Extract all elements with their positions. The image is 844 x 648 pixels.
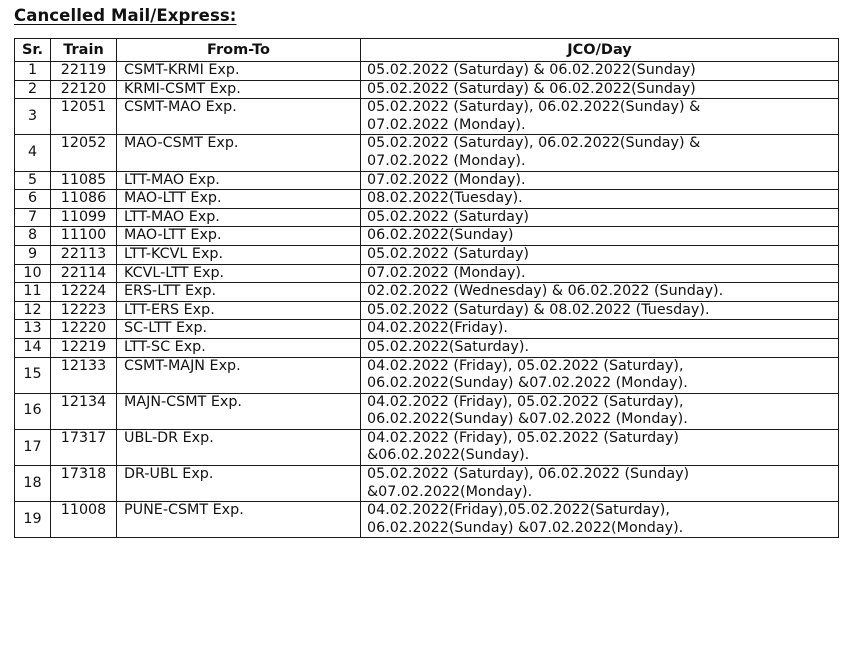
cell-jco-day: [361, 135, 839, 171]
cell-sr: 4: [15, 135, 51, 171]
cancelled-trains-table: [14, 38, 839, 538]
cell-from-to: UBL-DR Exp.: [117, 429, 361, 465]
cell-from-to: MAO-LTT Exp.: [117, 190, 361, 209]
cell-jco-day: [361, 208, 839, 227]
cell-sr: 8: [15, 227, 51, 246]
cell-train-number: 22120: [51, 80, 117, 99]
jco-day-line: 05.02.2022 (Saturday), 06.02.2022(Sunday) &: [367, 135, 701, 152]
cell-from-to: MAO-CSMT Exp.: [117, 135, 361, 171]
table-row: [15, 466, 839, 502]
cell-sr: 7: [15, 208, 51, 227]
table-row: [15, 227, 839, 246]
table-row: [15, 135, 839, 171]
cell-sr: 10: [15, 264, 51, 283]
cell-train-number: 11099: [51, 208, 117, 227]
cell-jco-day: [361, 80, 839, 99]
jco-day-line: 05.02.2022(Saturday).: [367, 338, 529, 355]
table-row: [15, 245, 839, 264]
header-from-to: From-To: [117, 39, 361, 62]
jco-day-line: 06.02.2022(Sunday) &07.02.2022 (Monday).: [367, 411, 688, 428]
cell-train-number: 11086: [51, 190, 117, 209]
cell-jco-day: [361, 171, 839, 190]
jco-day-line: 05.02.2022 (Saturday), 06.02.2022 (Sunday): [367, 466, 690, 483]
jco-day-line: &07.02.2022(Monday).: [367, 483, 533, 500]
cell-from-to: PUNE-CSMT Exp.: [117, 502, 361, 538]
cell-from-to: CSMT-KRMI Exp.: [117, 62, 361, 81]
cell-from-to: LTT-SC Exp.: [117, 338, 361, 357]
cell-jco-day: [361, 466, 839, 502]
table-row: [15, 338, 839, 357]
cell-jco-day: [361, 393, 839, 429]
cell-from-to: KCVL-LTT Exp.: [117, 264, 361, 283]
header-sr: Sr.: [15, 39, 51, 62]
jco-day-line: 04.02.2022(Friday),05.02.2022(Saturday),: [367, 502, 670, 519]
jco-day-line: 08.02.2022(Tuesday).: [367, 190, 523, 207]
cell-jco-day: [361, 245, 839, 264]
cell-train-number: 22119: [51, 62, 117, 81]
cell-train-number: 22114: [51, 264, 117, 283]
cell-sr: 17: [15, 429, 51, 465]
cell-from-to: LTT-MAO Exp.: [117, 171, 361, 190]
jco-day-line: 05.02.2022 (Saturday) & 06.02.2022(Sunday): [367, 62, 696, 78]
jco-day-line: 07.02.2022 (Monday).: [367, 116, 526, 133]
cell-from-to: CSMT-MAJN Exp.: [117, 357, 361, 393]
table-row: [15, 320, 839, 339]
jco-day-line: 05.02.2022 (Saturday) & 08.02.2022 (Tuesday).: [367, 301, 710, 318]
cell-jco-day: [361, 320, 839, 339]
cell-train-number: 12134: [51, 393, 117, 429]
jco-day-line: 05.02.2022 (Saturday): [367, 208, 529, 225]
cell-jco-day: [361, 502, 839, 538]
cell-sr: 5: [15, 171, 51, 190]
cell-jco-day: [361, 264, 839, 283]
jco-day-line: 05.02.2022 (Saturday) & 06.02.2022(Sunday): [367, 80, 696, 97]
header-train: Train: [51, 39, 117, 62]
jco-day-line: 04.02.2022(Friday).: [367, 320, 508, 337]
cell-train-number: 12220: [51, 320, 117, 339]
cell-from-to: ERS-LTT Exp.: [117, 283, 361, 302]
cell-train-number: 11008: [51, 502, 117, 538]
cell-train-number: 12133: [51, 357, 117, 393]
table-header-row: [15, 39, 839, 62]
table-row: [15, 393, 839, 429]
cell-from-to: MAJN-CSMT Exp.: [117, 393, 361, 429]
cell-sr: 12: [15, 301, 51, 320]
cell-train-number: 17318: [51, 466, 117, 502]
jco-day-line: 06.02.2022(Sunday): [367, 227, 514, 244]
cell-train-number: 17317: [51, 429, 117, 465]
cell-sr: 6: [15, 190, 51, 209]
cell-from-to: MAO-LTT Exp.: [117, 227, 361, 246]
cell-sr: 1: [15, 62, 51, 81]
cell-jco-day: [361, 429, 839, 465]
table-row: [15, 429, 839, 465]
cell-from-to: DR-UBL Exp.: [117, 466, 361, 502]
table-row: [15, 62, 839, 81]
jco-day-line: 07.02.2022 (Monday).: [367, 171, 526, 188]
cell-sr: 14: [15, 338, 51, 357]
cell-train-number: 11085: [51, 171, 117, 190]
cell-jco-day: [361, 227, 839, 246]
cell-from-to: KRMI-CSMT Exp.: [117, 80, 361, 99]
page-title: Cancelled Mail/Express:: [14, 6, 237, 25]
jco-day-line: 06.02.2022(Sunday) &07.02.2022 (Monday).: [367, 375, 688, 392]
cell-sr: 13: [15, 320, 51, 339]
table-body: [15, 62, 839, 538]
table-row: [15, 99, 839, 135]
jco-day-line: 05.02.2022 (Saturday), 06.02.2022(Sunday) &: [367, 99, 701, 116]
cell-sr: 15: [15, 357, 51, 393]
cell-jco-day: [361, 190, 839, 209]
table-row: [15, 502, 839, 538]
cell-train-number: 12051: [51, 99, 117, 135]
cell-train-number: 12223: [51, 301, 117, 320]
cell-train-number: 12052: [51, 135, 117, 171]
cell-sr: 19: [15, 502, 51, 538]
jco-day-line: 06.02.2022(Sunday) &07.02.2022(Monday).: [367, 519, 684, 536]
jco-day-line: 07.02.2022 (Monday).: [367, 152, 526, 169]
jco-day-line: &06.02.2022(Sunday).: [367, 447, 530, 464]
jco-day-line: 05.02.2022 (Saturday): [367, 245, 529, 262]
table-row: [15, 208, 839, 227]
cell-from-to: LTT-KCVL Exp.: [117, 245, 361, 264]
cell-train-number: 12219: [51, 338, 117, 357]
cell-sr: 3: [15, 99, 51, 135]
header-jco-day: JCO/Day: [361, 39, 839, 62]
jco-day-line: 04.02.2022 (Friday), 05.02.2022 (Saturday),: [367, 393, 684, 410]
cell-train-number: 22113: [51, 245, 117, 264]
jco-day-line: 04.02.2022 (Friday), 05.02.2022 (Saturday): [367, 429, 679, 446]
cell-sr: 2: [15, 80, 51, 99]
cell-from-to: SC-LTT Exp.: [117, 320, 361, 339]
cell-jco-day: [361, 338, 839, 357]
cell-from-to: CSMT-MAO Exp.: [117, 99, 361, 135]
table-row: [15, 190, 839, 209]
table-row: [15, 80, 839, 99]
table-row: [15, 301, 839, 320]
cell-train-number: 11100: [51, 227, 117, 246]
cell-jco-day: [361, 301, 839, 320]
cell-jco-day: [361, 62, 839, 81]
table-row: [15, 171, 839, 190]
table-row: [15, 283, 839, 302]
jco-day-line: 07.02.2022 (Monday).: [367, 264, 526, 281]
table-row: [15, 264, 839, 283]
cell-sr: 11: [15, 283, 51, 302]
cell-from-to: LTT-MAO Exp.: [117, 208, 361, 227]
cell-sr: 16: [15, 393, 51, 429]
cell-sr: 18: [15, 466, 51, 502]
table-row: [15, 357, 839, 393]
cell-sr: 9: [15, 245, 51, 264]
jco-day-line: 02.02.2022 (Wednesday) & 06.02.2022 (Sunday).: [367, 283, 724, 300]
cell-jco-day: [361, 357, 839, 393]
jco-day-line: 04.02.2022 (Friday), 05.02.2022 (Saturday),: [367, 357, 684, 374]
cell-jco-day: [361, 99, 839, 135]
cell-train-number: 12224: [51, 283, 117, 302]
cell-jco-day: [361, 283, 839, 302]
cell-from-to: LTT-ERS Exp.: [117, 301, 361, 320]
